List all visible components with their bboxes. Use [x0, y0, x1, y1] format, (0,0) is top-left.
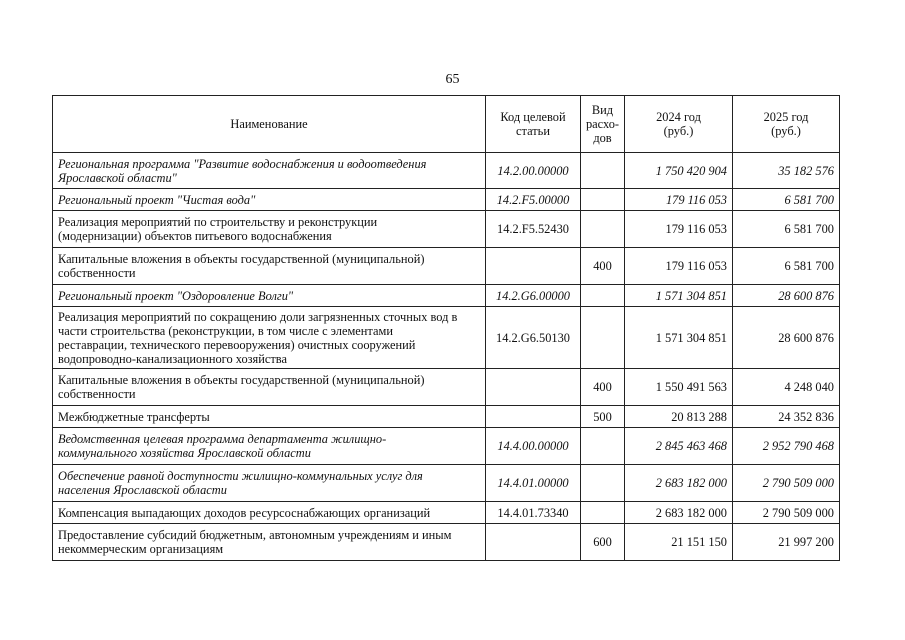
cell-name: Капитальные вложения в объекты государственной (муниципальной) собственности — [53, 369, 486, 406]
cell-2025: 28 600 876 — [733, 307, 840, 369]
table-row — [53, 307, 840, 369]
cell-2025: 6 581 700 — [733, 248, 840, 285]
cell-name: Предоставление субсидий бюджетным, автономным учреждениям и иным некоммерческим организациям — [53, 524, 486, 561]
cell-2024: 1 571 304 851 — [625, 285, 733, 307]
cell-2024: 2 683 182 000 — [625, 465, 733, 502]
cell-code: 14.4.01.00000 — [486, 465, 581, 502]
cell-2025: 6 581 700 — [733, 211, 840, 248]
cell-kind — [581, 211, 625, 248]
cell-2024: 2 683 182 000 — [625, 502, 733, 524]
table-row — [53, 369, 840, 406]
table-row — [53, 153, 840, 189]
cell-code — [486, 248, 581, 285]
cell-code — [486, 406, 581, 428]
cell-2024: 179 116 053 — [625, 248, 733, 285]
budget-table — [52, 95, 840, 561]
cell-code: 14.2.G6.50130 — [486, 307, 581, 369]
cell-2025: 28 600 876 — [733, 285, 840, 307]
cell-name: Региональный проект "Чистая вода" — [53, 189, 486, 211]
cell-kind — [581, 428, 625, 465]
cell-name: Региональная программа "Развитие водоснабжения и водоотведения Ярославской области" — [53, 153, 486, 189]
cell-kind — [581, 307, 625, 369]
cell-code — [486, 524, 581, 561]
cell-2024: 1 750 420 904 — [625, 153, 733, 189]
cell-code: 14.4.00.00000 — [486, 428, 581, 465]
cell-name: Обеспечение равной доступности жилищно-коммунальных услуг для населения Ярославской области — [53, 465, 486, 502]
header-2025: 2025 год (руб.) — [733, 96, 840, 153]
header-2024: 2024 год (руб.) — [625, 96, 733, 153]
cell-2025: 4 248 040 — [733, 369, 840, 406]
cell-kind: 600 — [581, 524, 625, 561]
cell-name: Реализация мероприятий по сокращению доли загрязненных сточных вод в части строительства (реконструкции, в том числе с элементами реставрации, технического перевооружения) очистных сооружений водопроводно-канализационного хозяйства — [53, 307, 486, 369]
cell-2024: 20 813 288 — [625, 406, 733, 428]
cell-code: 14.4.01.73340 — [486, 502, 581, 524]
cell-code: 14.2.F5.00000 — [486, 189, 581, 211]
cell-code: 14.2.G6.00000 — [486, 285, 581, 307]
cell-2024: 1 571 304 851 — [625, 307, 733, 369]
cell-2024: 179 116 053 — [625, 211, 733, 248]
cell-2025: 6 581 700 — [733, 189, 840, 211]
cell-2024: 2 845 463 468 — [625, 428, 733, 465]
cell-name: Компенсация выпадающих доходов ресурсоснабжающих организаций — [53, 502, 486, 524]
table-row — [53, 406, 840, 428]
table-header-row — [53, 96, 840, 153]
cell-kind: 400 — [581, 369, 625, 406]
cell-2025: 35 182 576 — [733, 153, 840, 189]
table-row — [53, 248, 840, 285]
cell-2024: 21 151 150 — [625, 524, 733, 561]
header-name: Наименование — [53, 96, 486, 153]
cell-code: 14.2.00.00000 — [486, 153, 581, 189]
table-row — [53, 465, 840, 502]
cell-2025: 2 790 509 000 — [733, 465, 840, 502]
cell-2025: 2 952 790 468 — [733, 428, 840, 465]
cell-name: Ведомственная целевая программа департамента жилищно- коммунального хозяйства Ярославской области — [53, 428, 486, 465]
table-row — [53, 211, 840, 248]
cell-name: Региональный проект "Оздоровление Волги" — [53, 285, 486, 307]
table-row — [53, 502, 840, 524]
cell-code — [486, 369, 581, 406]
cell-name: Реализация мероприятий по строительству и реконструкции (модернизации) объектов питьевого водоснабжения — [53, 211, 486, 248]
cell-name: Капитальные вложения в объекты государственной (муниципальной) собственности — [53, 248, 486, 285]
cell-name: Межбюджетные трансферты — [53, 406, 486, 428]
header-code: Код целевой статьи — [486, 96, 581, 153]
cell-code: 14.2.F5.52430 — [486, 211, 581, 248]
header-kind: Вид расхо- дов — [581, 96, 625, 153]
table-row — [53, 524, 840, 561]
cell-kind — [581, 285, 625, 307]
cell-kind: 500 — [581, 406, 625, 428]
cell-2024: 1 550 491 563 — [625, 369, 733, 406]
page-number: 65 — [445, 72, 460, 87]
cell-2025: 2 790 509 000 — [733, 502, 840, 524]
table-row — [53, 285, 840, 307]
cell-kind — [581, 189, 625, 211]
cell-kind — [581, 153, 625, 189]
cell-2025: 24 352 836 — [733, 406, 840, 428]
cell-kind — [581, 502, 625, 524]
table-row — [53, 428, 840, 465]
cell-2025: 21 997 200 — [733, 524, 840, 561]
table-body — [53, 153, 840, 561]
cell-kind: 400 — [581, 248, 625, 285]
table-row — [53, 189, 840, 211]
cell-kind — [581, 465, 625, 502]
cell-2024: 179 116 053 — [625, 189, 733, 211]
